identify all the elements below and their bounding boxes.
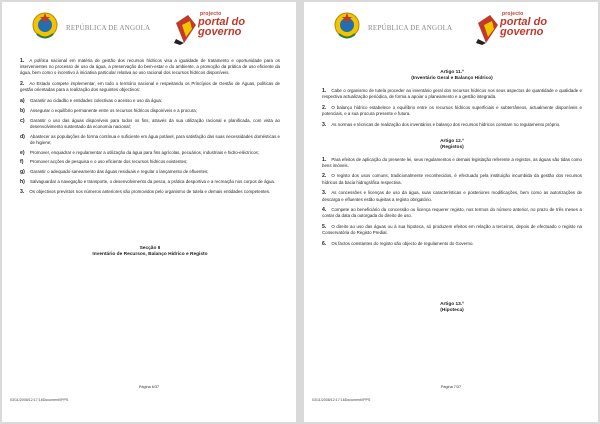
list-item: a) Garantir ao cidadão e entidades colectivas o acesso e uso da água; — [20, 98, 163, 105]
article-12-paragraph: 2. O registo dos usos comuns, tradicionalmente reconhecidos, é efectuado pela instituição incumbida da gestão dos recursos hídricos da bacia hidrográfica respectiva. — [322, 173, 582, 185]
page-number: Página 7/37 — [440, 385, 462, 389]
article-12-paragraph: 6. Os factos constantes do registo são objecto de regulamento do Governo. — [322, 241, 474, 248]
section-subtitle: Inventário de Recursos, Balanço Hídrico e Registo — [92, 251, 208, 257]
section-title: Secção II — [139, 245, 161, 251]
article-12-paragraph: 3. As concessões e licenças de uso da água, suas características e posteriores modificações, bem como as autorizações de descarga e efluentes estão sujeitas a registo obrigatório. — [322, 190, 582, 202]
document-id: 03/11/2008/12:17:16Document/IPPS — [10, 398, 69, 402]
list-item: b) Assegurar o equilíbrio permanente entre os recursos hídricos disponíveis e a procura; — [20, 107, 197, 114]
page-body — [322, 70, 582, 314]
logo-mark-icon — [476, 13, 500, 45]
article-12-subtitle: (Registos) — [440, 144, 464, 150]
list-item: h) Salvaguardar a navegação e transporte, o desenvolvimento da pesca, a prática desportiva e a recreação nos corpos de água. — [20, 179, 276, 185]
country-name: REPÚBLICA DE ANGOLA — [368, 24, 453, 32]
document-id: 03/11/2008/12:17:16Document/IPPS — [312, 398, 371, 402]
paragraph-2: 2. Ao Estado compete implementar, em todo o território nacional e respeitando os Princípios de Gestão de Águas, políticas de gestão orientadas para a realização dos seguintes objectivos: — [20, 81, 280, 93]
page-header — [2, 10, 296, 52]
article-11-title: Artigo 11.º — [440, 70, 464, 75]
article-12-paragraph: 5. O direito ao uso das águas ou à sua hipoteca, só produzem efeitos em relação a terceiros, depois de efectuado o registo na Conservatória do Registo Predial. — [322, 224, 582, 236]
article-11-paragraph: 3. As normas e técnicas de realização dos inventários e balanço dos recursos hídricos constam no regulamento próprio. — [322, 121, 561, 128]
page-number: Página 6/37 — [138, 385, 160, 389]
article-11-paragraph: 1. Cabe o organismo de tutela proceder ao inventário geral dos recursos hídricos nos seus aspectos de quantidade e qualidade e respectiva actualização periódica, de forma a apoiar o planeamento e a gestão integrada. — [322, 88, 582, 100]
paragraph-1: 1. A política nacional em matéria de gestão dos recursos hídricos visa a igualdade de tratamento e oportunidade para os intervenientes no processo de uso da água, a preservação do bem-estar e do ambiente, a promoção da prática de uso eficiente da água, bem como o incentivo à iniciativa particular relativa ao uso racional dos recursos hídricos disponíveis. — [20, 58, 280, 76]
list-item: c) Garantir o uso das águas disponíveis para todos os fins, através da sua utilização racional e planificada, com vista ao desenvolvimento sustentado da economia nacional; — [20, 117, 280, 129]
logo-mark-icon — [174, 13, 198, 45]
document-page-7 — [304, 2, 598, 422]
portal-do-governo-logo: projecto portal do governo — [472, 10, 552, 50]
article-12-paragraph: 4. Compete ao beneficiário da concessão ou licença requerer registo, nos termos do número anterior, no prazo de três meses a contar da data da outorgada do direito de uso. — [322, 207, 582, 219]
list-item: g) Garantir o adequado saneamento das águas residuais e regular o lançamento de efluentes; — [20, 169, 209, 176]
list-item: e) Promover, enquadrar e regulamentar a utilização da água para fins agrícolas, pecuários, industriais e hidro-eléctricos; — [20, 149, 259, 156]
article-13-title: Artigo 13.º — [440, 301, 464, 307]
article-11-subtitle: (Inventário Geral e Balanço Hídrico) — [411, 76, 493, 81]
angola-emblem-icon — [330, 10, 364, 42]
article-11-paragraph: 2. O balanço hídrico estabelece o equilíbrio entre os recursos hídricos superficiais e subterrâneos, actualmente disponíveis e potenciais, e a sua procura presente e futura. — [322, 104, 582, 117]
paragraph-3: 3. Os objectivos previstos nos números anteriores são promovidos pelo organismo de tutela e demais entidades competentes. — [20, 188, 271, 195]
angola-emblem-icon — [28, 10, 62, 42]
page-header — [304, 10, 598, 52]
list-item: d) Abastecer as populações de forma contínua e suficiente em água potável, para satisfação das suas necessidades domésticas e de higiene; — [20, 133, 280, 145]
article-12-paragraph: 1. Para efeitos de aplicação do presente lei, seus regulamentos e demais legislação referente a registos, as águas são tidas como bens imóveis. — [322, 156, 582, 168]
country-name: REPÚBLICA DE ANGOLA — [66, 24, 151, 32]
article-12-title: Artigo 12.º — [440, 138, 464, 144]
article-13-subtitle: (Hipoteca) — [440, 307, 464, 313]
document-page-6 — [2, 2, 296, 422]
list-item: f) Promover acções de pesquisa e o uso eficiente dos recursos hídricos existentes; — [20, 159, 188, 166]
portal-do-governo-logo: projecto portal do governo — [170, 10, 250, 50]
page-body — [20, 58, 280, 258]
